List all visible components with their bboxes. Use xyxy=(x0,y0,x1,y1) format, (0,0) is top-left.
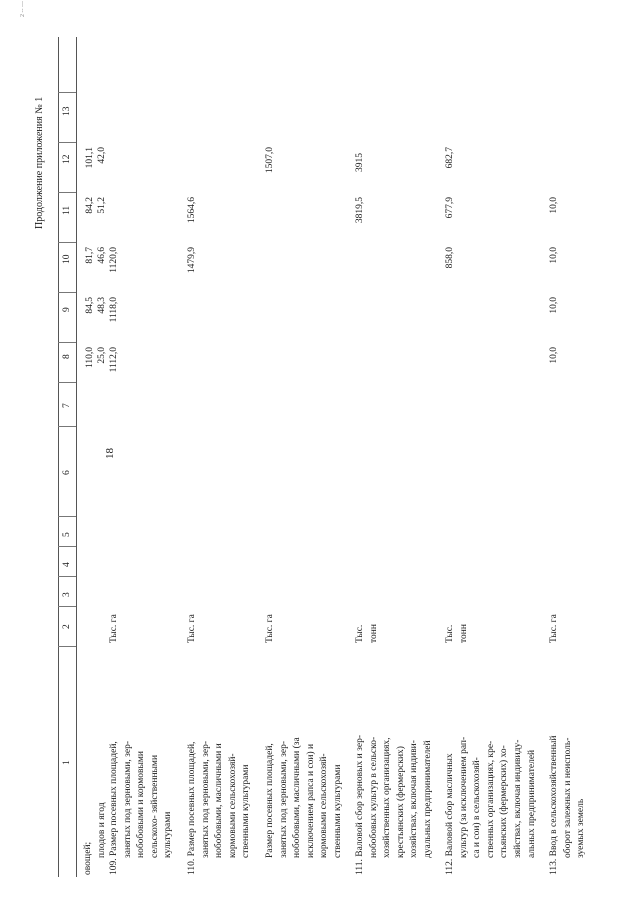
row-unit: Тыс. га xyxy=(187,614,197,643)
col-divider-8 xyxy=(58,342,76,343)
row-description: 112. Валовой сбор масличных культур (за исключением рап- са и сои) в сельскохозяй- ственных организациях, кре- стьянских (фермерских) хо- зяйствах, включая индивиду- альных предпринимателей xyxy=(445,736,537,875)
page-number: 18 xyxy=(104,448,116,459)
col-divider-13 xyxy=(58,92,76,93)
column-number: 1 xyxy=(62,760,72,765)
cell-c11: 677,9 xyxy=(445,197,455,219)
cell-c11: 84,2 51,2 xyxy=(85,197,107,214)
column-number: 11 xyxy=(62,205,72,215)
cell-c9: 84,5 48,3 xyxy=(85,297,107,314)
col-divider-4 xyxy=(58,546,76,547)
column-number: 5 xyxy=(62,532,72,537)
row-description: 113. Ввод в сельскохозяйственный оборот залежных и неисполь- зуемых земель xyxy=(549,735,587,875)
cell-c10: 10,0 xyxy=(549,247,559,264)
column-number: 4 xyxy=(62,562,72,567)
col-divider-9 xyxy=(58,292,76,293)
column-number: 7 xyxy=(62,403,72,408)
header-bottom-rule xyxy=(76,37,77,877)
row-unit: Тыс. тонн xyxy=(355,624,379,643)
cell-c11: 10,0 xyxy=(549,197,559,214)
col-divider-3 xyxy=(58,576,76,577)
cell-c12: 1507,0 xyxy=(265,147,275,174)
cell-c8: 110,0 25,0 xyxy=(85,347,107,369)
column-number: 10 xyxy=(62,254,72,264)
column-number: 12 xyxy=(62,154,72,164)
cell-c9: 10,0 xyxy=(549,297,559,314)
column-number: 6 xyxy=(62,470,72,475)
cell-c10: 1120,0 xyxy=(109,247,119,273)
row-unit: Тыс. га xyxy=(549,614,559,643)
corner-mark: 2 -- --- xyxy=(20,1,26,17)
col-divider-7 xyxy=(58,382,76,383)
cell-c10: 1479,9 xyxy=(187,247,197,274)
col-divider-12 xyxy=(58,142,76,143)
column-number: 8 xyxy=(62,354,72,359)
cell-c12: 3915 xyxy=(355,153,365,172)
col-divider-1 xyxy=(58,646,76,647)
row-description: Размер посевных площадей, занятых под зерновыми, зер- нобобовыми, масличными (за исключением рапса и сои) и кормовыми сельскохозяй- ственными культурами xyxy=(265,737,343,858)
cell-c8: 1112,0 xyxy=(109,347,119,373)
col-divider-2 xyxy=(58,606,76,607)
column-number: 9 xyxy=(62,307,72,312)
col-divider-11 xyxy=(58,192,76,193)
row-description: 111. Валовой сбор зерновых и зер- нобобовых культур в сельско- хозяйственных организациях, крестьянских (фермерских) хозяйствах, включая индиви- дуальных предпринимателей xyxy=(355,735,433,875)
appendix-caption: Продолжение приложения № 1 xyxy=(34,96,45,229)
row-description: 109. Размер посевных площадей, занятых под зерновыми, зер- нобобовыми и кормовыми сельскохо- зяйственными культурами xyxy=(109,740,174,875)
col-divider-10 xyxy=(58,242,76,243)
row-unit: Тыс. тонн xyxy=(445,624,469,643)
row-description: 110. Размер посевных площадей, занятых под зерновыми, зер- нобобовыми, масличными и кормовыми сельскохозяй- ственными культурами xyxy=(187,740,252,875)
cell-c10: 81,7 46,6 xyxy=(85,247,107,264)
col-divider-5 xyxy=(58,516,76,517)
row-unit: Тыс. га xyxy=(109,614,119,643)
cell-c12: 682,7 xyxy=(445,147,455,169)
cell-c12: 101,1 42,0 xyxy=(85,147,107,169)
cell-c10: 858,0 xyxy=(445,247,455,269)
cell-c11: 3819,5 xyxy=(355,197,365,224)
cell-c11: 1564,6 xyxy=(187,197,197,224)
row-description: овощей; плодов и ягод xyxy=(83,802,107,875)
column-number: 13 xyxy=(62,106,72,116)
column-number: 2 xyxy=(62,624,72,629)
table-top-rule xyxy=(58,37,59,877)
col-divider-6 xyxy=(58,426,76,427)
column-number: 3 xyxy=(62,592,72,597)
cell-c9: 1118,0 xyxy=(109,297,119,323)
row-unit: Тыс. га xyxy=(265,614,275,643)
cell-c8: 10,0 xyxy=(549,347,559,364)
